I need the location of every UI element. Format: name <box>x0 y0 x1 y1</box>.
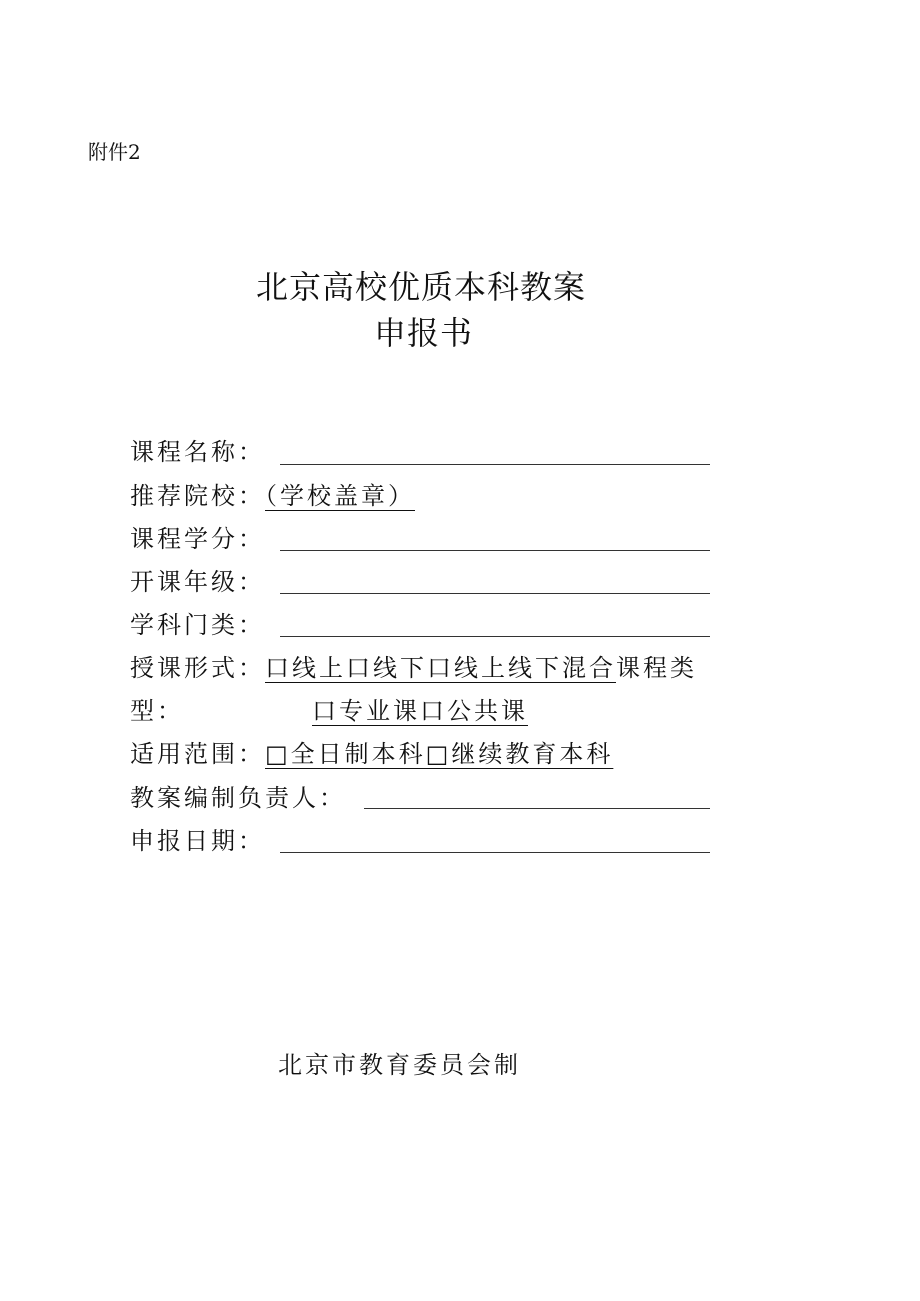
attachment-label: 附件2 <box>88 140 141 164</box>
document-title: 北京高校优质本科教案 <box>256 268 587 306</box>
lead-label: 教案编制负责人： <box>130 784 346 812</box>
grade-blank[interactable] <box>280 593 710 594</box>
teaching-form-label: 授课形式： <box>130 654 265 682</box>
teaching-form-options[interactable]: 口线上口线下口线上线下混合 <box>265 654 616 682</box>
discipline-label: 学科门类： <box>130 611 265 639</box>
lead-blank[interactable] <box>364 808 710 809</box>
course-type-label-start: 课程类 <box>616 654 697 682</box>
date-blank[interactable] <box>280 852 710 853</box>
scope-options[interactable]: □全日制本科□继续教育本科 <box>265 740 614 768</box>
school-label: 推荐院校： <box>130 482 265 510</box>
document-subtitle: 申报书 <box>374 314 474 352</box>
school-row <box>130 481 415 511</box>
grade-label: 开课年级： <box>130 568 265 596</box>
course-name-label: 课程名称： <box>130 438 265 466</box>
course-type-options[interactable]: 口专业课口公共课 <box>312 697 528 725</box>
teaching-form-row <box>130 653 697 683</box>
school-stamp-field[interactable]: （学校盖章） <box>265 482 415 510</box>
discipline-blank[interactable] <box>280 636 710 637</box>
course-type-label: 型： <box>130 697 184 725</box>
course-name-blank[interactable] <box>280 464 710 465</box>
issuer-footer: 北京市教育委员会制 <box>278 1051 521 1079</box>
scope-label: 适用范围： <box>130 740 265 768</box>
scope-row <box>130 739 613 769</box>
credits-label: 课程学分： <box>130 525 265 553</box>
credits-blank[interactable] <box>280 550 710 551</box>
date-label: 申报日期： <box>130 827 265 855</box>
